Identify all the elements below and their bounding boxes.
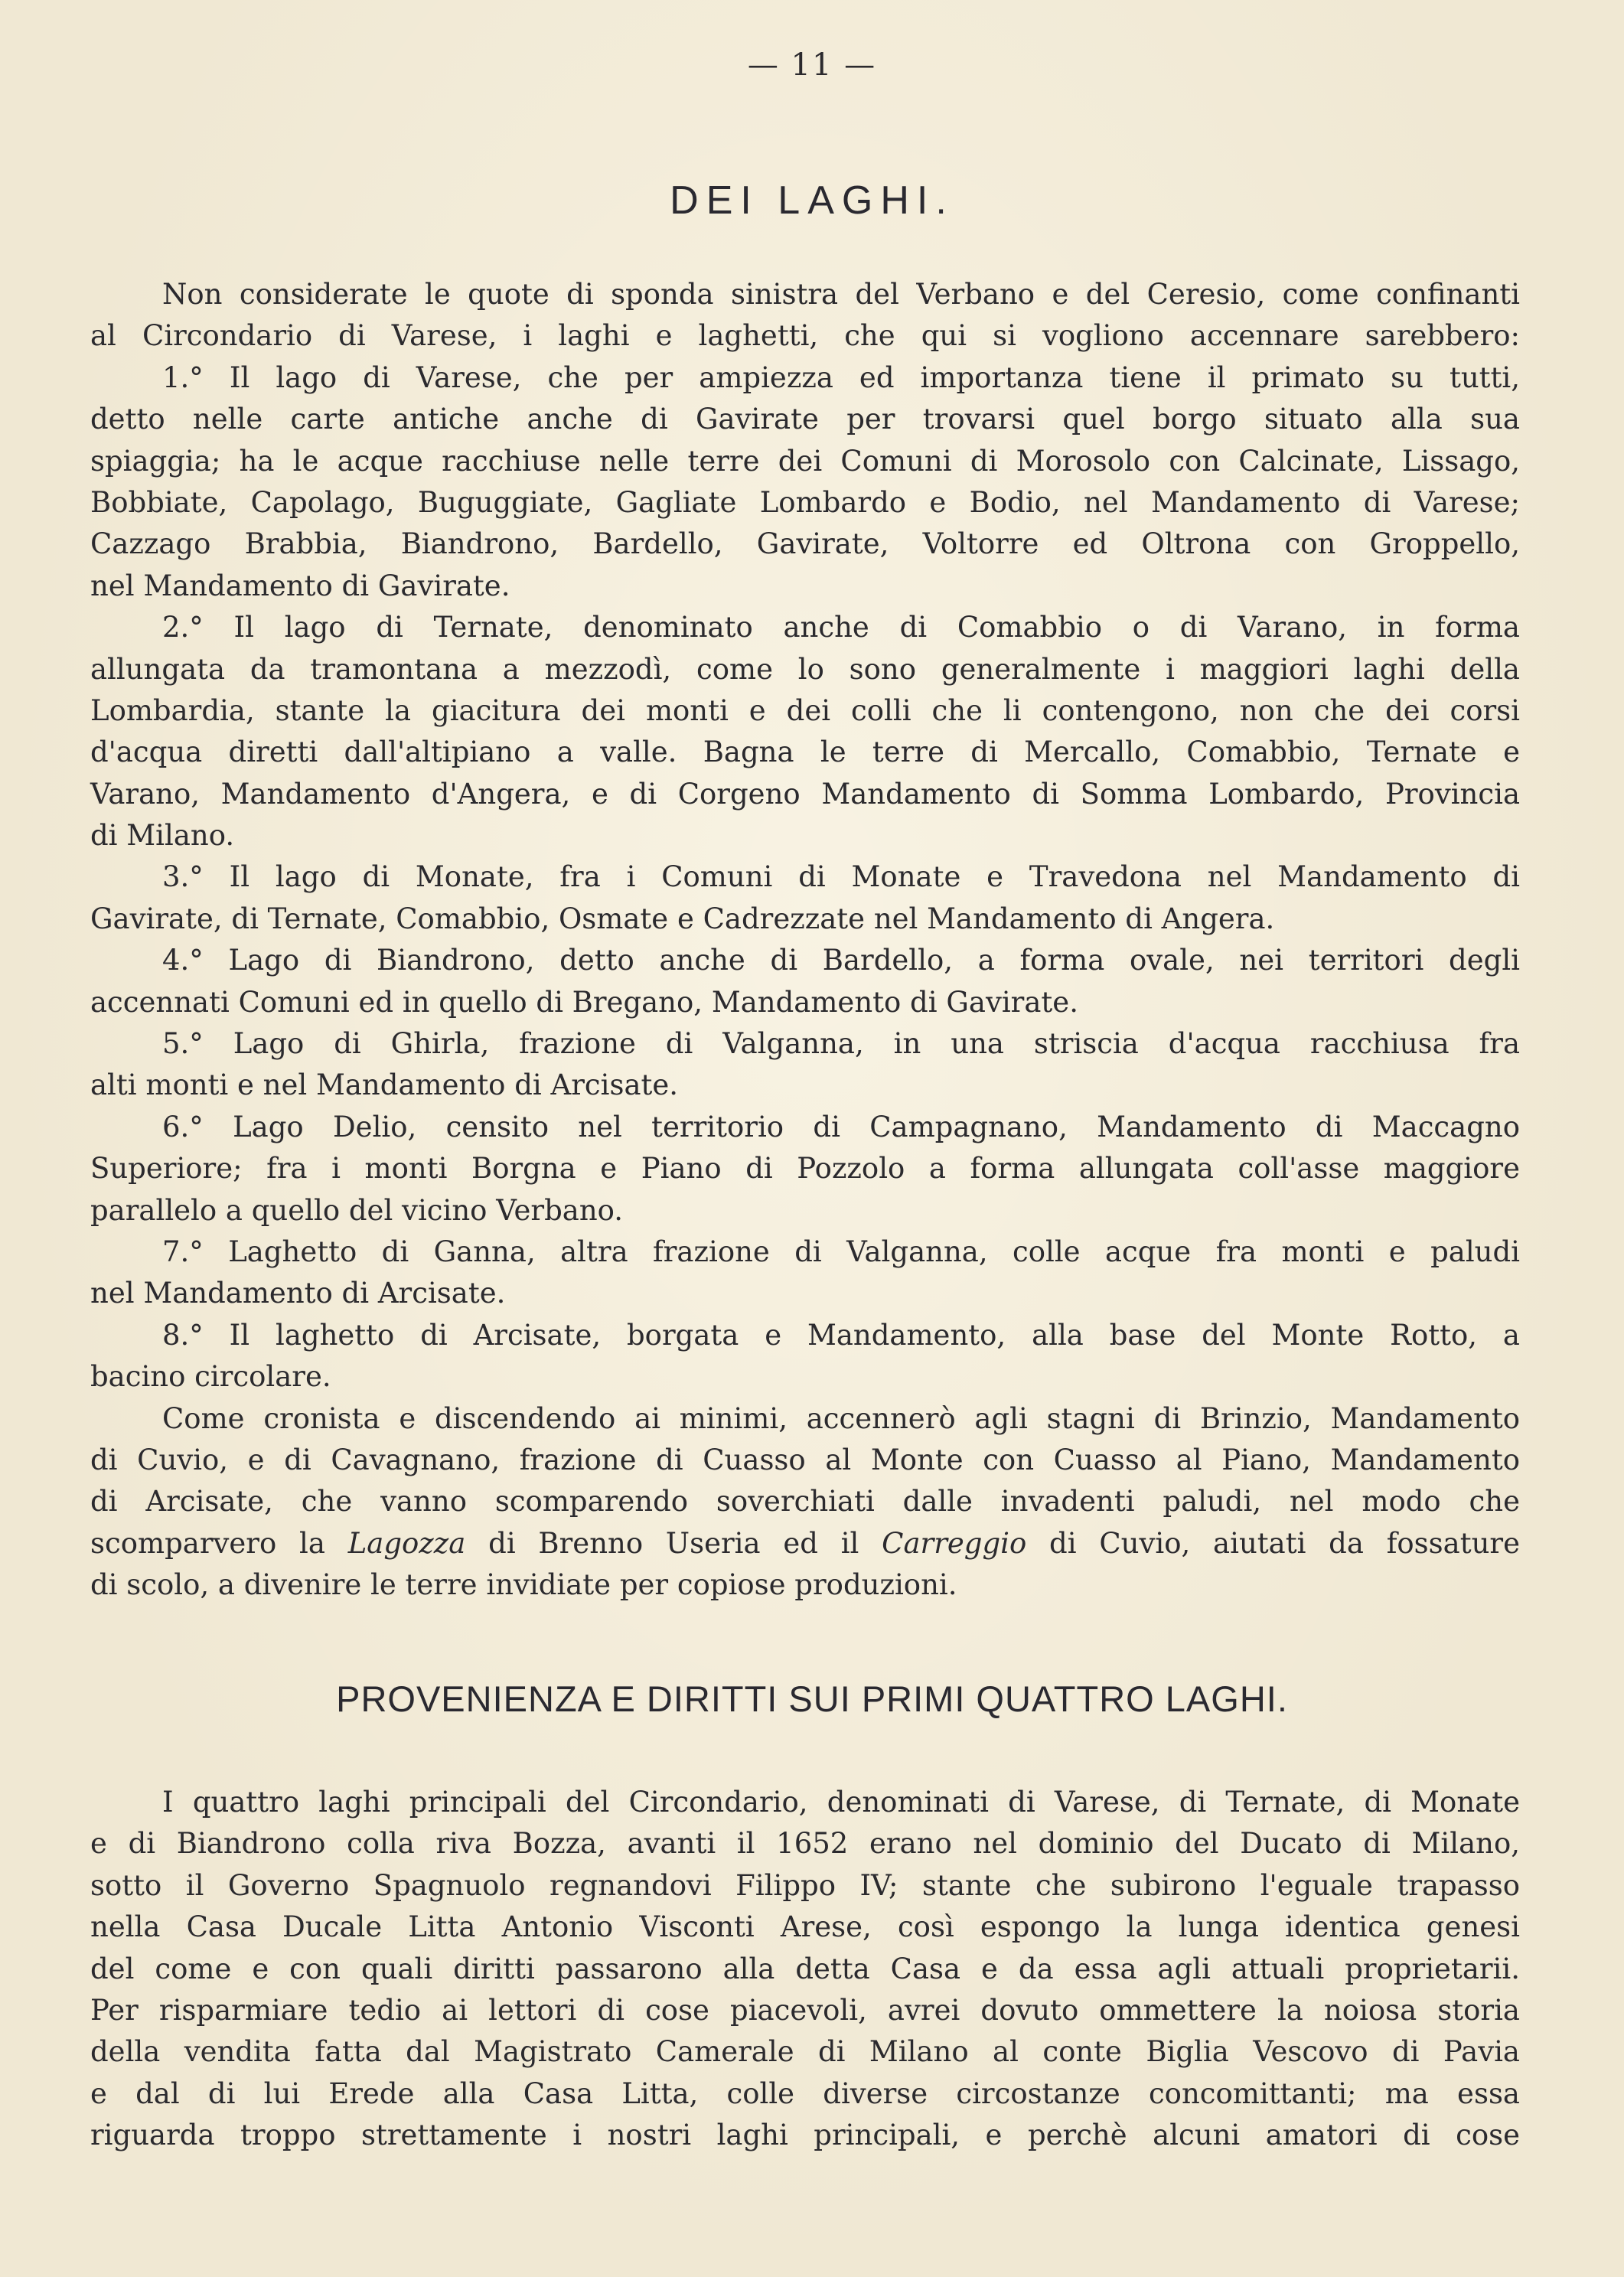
text-line: di scolo, a divenire le terre invidiate per copiose produzioni. [90,1568,957,1602]
text-line: e di Biandrono colla riva Bozza, avanti il 1652 erano nel dominio del Ducato di Milano, [90,1827,1520,1861]
text-line: riguarda troppo strettamente i nostri laghi principali, e perchè alcuni amatori di cose [90,2119,1520,2152]
text-line: 3.° Il lago di Monate, fra i Comuni di Monate e Travedona nel Mandamento di [162,860,1520,894]
text-line: Non considerate le quote di sponda sinistra del Verbano e del Ceresio, come confinanti [162,278,1520,311]
section-title-provenienza: PROVENIENZA E DIRITTI SUI PRIMI QUATTRO LAGHI. [336,1678,1288,1719]
italic-place-name-carreggio: Carreggio [882,1526,1027,1560]
text-line: 8.° Il laghetto di Arcisate, borgata e Mandamento, alla base del Monte Rotto, a [162,1318,1520,1352]
text-line: parallelo a quello del vicino Verbano. [90,1193,624,1227]
text-line: al Circondario di Varese, i laghi e laghetti, che qui si vogliono accennare sarebbero: [90,319,1520,353]
text-line: 4.° Lago di Biandrono, detto anche di Bardello, a forma ovale, nei territori degli [162,944,1520,977]
text-line: di Cuvio, e di Cavagnano, frazione di Cuasso al Monte con Cuasso al Piano, Mandamento [90,1443,1520,1476]
text-line: Gavirate, di Ternate, Comabbio, Osmate e Cadrezzate nel Mandamento di Angera. [90,902,1275,935]
text-line: 2.° Il lago di Ternate, denominato anche di Comabbio o di Varano, in forma [162,611,1520,644]
text-line: nel Mandamento di Arcisate. [90,1277,506,1310]
text-line: detto nelle carte antiche anche di Gavirate per trovarsi quel borgo situato alla sua [90,403,1520,436]
text-line: Cazzago Brabbia, Biandrono, Bardello, Gavirate, Voltorre ed Oltrona con Groppello, [90,527,1520,561]
text-line: 7.° Laghetto di Ganna, altra frazione di Valganna, colle acque fra monti e paludi [162,1235,1520,1268]
text-line: allungata da tramontana a mezzodì, come lo sono generalmente i maggiori laghi della [90,652,1520,686]
text-line: bacino circolare. [90,1360,331,1394]
text-line: spiaggia; ha le acque racchiuse nelle terre dei Comuni di Morosolo con Calcinate, Lissago, [90,444,1520,478]
text-line: 1.° Il lago di Varese, che per ampiezza ed importanza tiene il primato su tutti, [162,360,1520,394]
text-line: della vendita fatta dal Magistrato Camerale di Milano al conte Biglia Vescovo di Pavia [90,2035,1520,2069]
text-line: Superiore; fra i monti Borgna e Piano di Pozzolo a forma allungata coll'asse maggiore [90,1152,1520,1186]
text-run: scomparvero la [90,1526,348,1560]
text-line: nella Casa Ducale Litta Antonio Visconti Arese, così espongo la lunga identica genesi [90,1910,1520,1944]
text-line: I quattro laghi principali del Circondario, denominati di Varese, di Ternate, di Monate [162,1786,1520,1819]
text-line: Lombardia, stante la giacitura dei monti e dei colli che li contengono, non che dei corsi [90,693,1520,727]
section-body-dei-laghi [90,274,1520,1607]
text-line: Come cronista e discendendo ai minimi, accennerò agli stagni di Brinzio, Mandamento [162,1401,1520,1435]
text-line: 6.° Lago Delio, censito nel territorio di Campagnano, Mandamento di Maccagno [162,1110,1520,1143]
text-line: e dal di lui Erede alla Casa Litta, colle diverse circostanze concomittanti; ma essa [90,2076,1520,2110]
text-line: Bobbiate, Capolago, Buguggiate, Gagliate Lombardo e Bodio, nel Mandamento di Varese; [90,485,1520,519]
section-title-dei-laghi: DEI LAGHI. [670,178,954,223]
section-body-provenienza [90,1782,1520,2157]
text-run: di Brenno Useria ed il [465,1526,882,1560]
text-line: di Arcisate, che vanno scomparendo soverchiati dalle invadenti paludi, nel modo che [90,1485,1520,1519]
text-line: accennati Comuni ed in quello di Bregano, Mandamento di Gavirate. [90,985,1078,1019]
text-line: sotto il Governo Spagnuolo regnandovi Filippo IV; stante che subirono l'eguale trapasso [90,1868,1520,1902]
text-line: nel Mandamento di Gavirate. [90,569,510,602]
italic-place-name-lagozza: Lagozza [347,1526,466,1560]
text-line: Varano, Mandamento d'Angera, e di Corgeno Mandamento di Somma Lombardo, Provincia [90,777,1520,811]
text-line: d'acqua diretti dall'altipiano a valle. Bagna le terre di Mercallo, Comabbio, Ternate e [90,736,1520,769]
page-number: — 11 — [747,47,877,83]
text-line-with-italics [90,1523,1520,1564]
text-run: di Cuvio, aiutati da fossature [1026,1526,1520,1560]
text-line: alti monti e nel Mandamento di Arcisate. [90,1068,679,1102]
text-line: Per risparmiare tedio ai lettori di cose piacevoli, avrei dovuto ommettere la noiosa storia [90,1993,1520,2027]
text-line: 5.° Lago di Ghirla, frazione di Valganna, in una striscia d'acqua racchiusa fra [162,1027,1520,1061]
text-line: del come e con quali diritti passarono alla detta Casa e da essa agli attuali proprietarii. [90,1952,1520,1985]
text-line: di Milano. [90,819,235,853]
